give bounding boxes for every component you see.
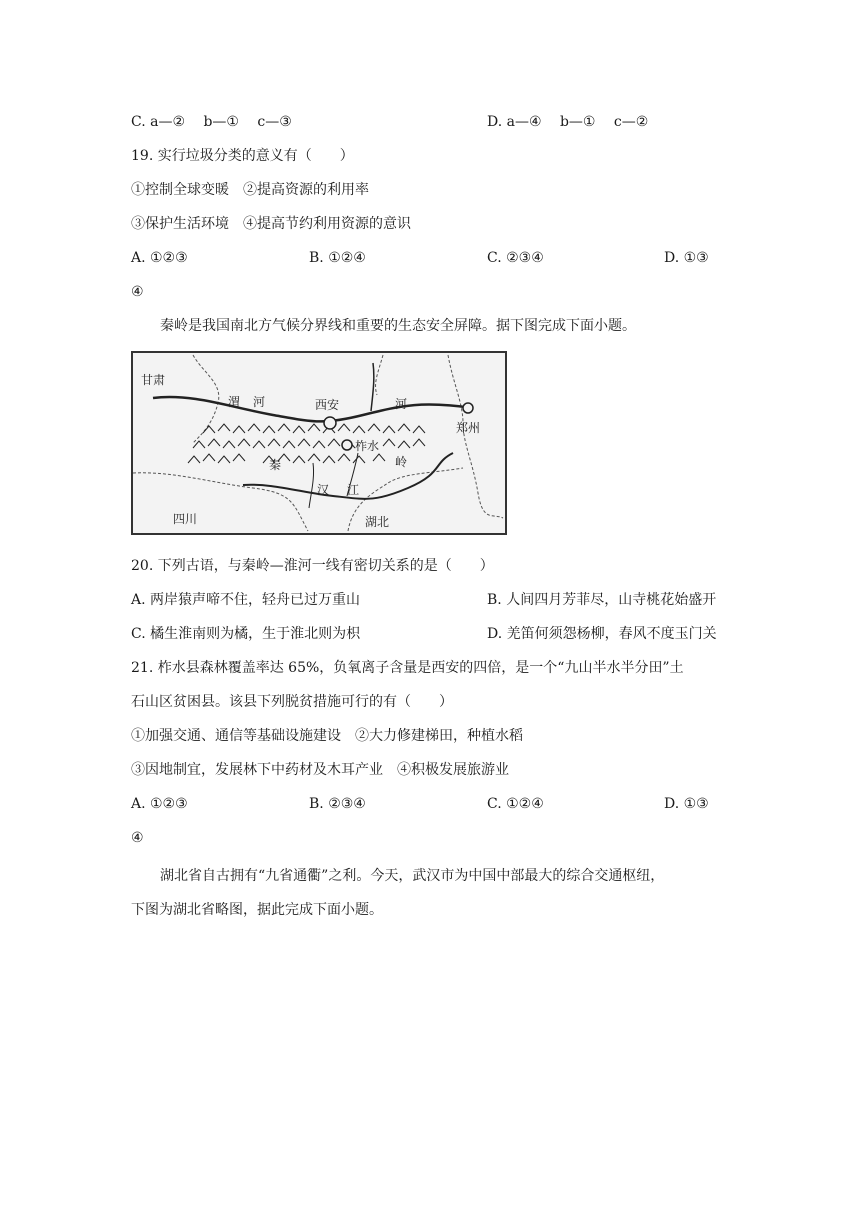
q21-option-d: D. ①③ [664, 796, 709, 812]
map-label-sichuan: 四川 [173, 512, 198, 526]
q19-items-line1: ①控制全球变暖 ②提高资源的利用率 [131, 182, 369, 198]
map-label-he-right: 河 [395, 397, 408, 411]
map-label-han: 汉 [317, 483, 330, 497]
zhashui-city-marker [342, 440, 352, 450]
passage-qinling: 秦岭是我国南北方气候分界线和重要的生态安全屏障。据下图完成下面小题。 [160, 318, 636, 334]
map-label-hubei: 湖北 [365, 515, 390, 529]
map-label-wei: 渭 [228, 395, 241, 409]
map-label-ling: 岭 [395, 455, 408, 469]
map-label-gansu: 甘肃 [141, 373, 166, 387]
q18-option-c: C. a—② b—① c—③ [131, 114, 292, 130]
q21-items-line1: ①加强交通、通信等基础设施建设 ②大力修建梯田，种植水稻 [131, 728, 523, 744]
q20-stem: 20. 下列古语，与秦岭—淮河一线有密切关系的是（ ） [131, 558, 494, 574]
q19-option-a: A. ①②③ [131, 250, 188, 266]
q21-option-c: C. ①②④ [487, 796, 544, 812]
map-label-qin: 秦 [269, 458, 282, 472]
passage-hubei-line2: 下图为湖北省略图，据此完成下面小题。 [131, 902, 383, 918]
q20-option-b: B. 人间四月芳菲尽，山寺桃花始盛开 [487, 592, 717, 608]
q20-option-c: C. 橘生淮南则为橘，生于淮北则为枳 [131, 626, 361, 642]
q21-option-a: A. ①②③ [131, 796, 188, 812]
xian-city-marker [324, 417, 336, 429]
q19-option-b: B. ①②④ [309, 250, 366, 266]
map-label-zhashui: 柞水 [355, 439, 380, 453]
q20-option-a: A. 两岸猿声啼不住，轻舟已过万重山 [131, 592, 361, 608]
map-label-xian: 西安 [315, 398, 340, 412]
q19-option-c: C. ②③④ [487, 250, 544, 266]
map-label-zhengzhou: 郑州 [456, 421, 481, 435]
qinling-map-drawing [133, 353, 505, 533]
zhengzhou-city-marker [463, 403, 473, 413]
q18-option-d: D. a—④ b—① c—② [487, 114, 649, 130]
q21-stem-line2: 石山区贫困县。该县下列脱贫措施可行的有（ ） [131, 694, 453, 710]
map-label-he-left: 河 [253, 395, 266, 409]
qinling-map [131, 351, 507, 535]
q20-option-d: D. 羌笛何须怨杨柳，春风不度玉门关 [487, 626, 717, 642]
q19-option-d: D. ①③ [664, 250, 709, 266]
passage-hubei-line1: 湖北省自古拥有“九省通衢”之利。今天，武汉市为中国中部最大的综合交通枢纽， [160, 868, 665, 884]
q21-option-d-wrap: ④ [131, 830, 144, 846]
q21-items-line2: ③因地制宜，发展林下中药材及木耳产业 ④积极发展旅游业 [131, 762, 509, 778]
q21-stem-line1: 21. 柞水县森林覆盖率达 65%，负氧离子含量是西安的四倍，是一个“九山半水半分田”土 [131, 660, 684, 676]
q19-items-line2: ③保护生活环境 ④提高节约利用资源的意识 [131, 216, 411, 232]
q21-option-b: B. ②③④ [309, 796, 366, 812]
q19-stem: 19. 实行垃圾分类的意义有（ ） [131, 148, 354, 164]
q19-option-d-wrap: ④ [131, 284, 144, 300]
map-label-jiang: 江 [347, 483, 360, 497]
